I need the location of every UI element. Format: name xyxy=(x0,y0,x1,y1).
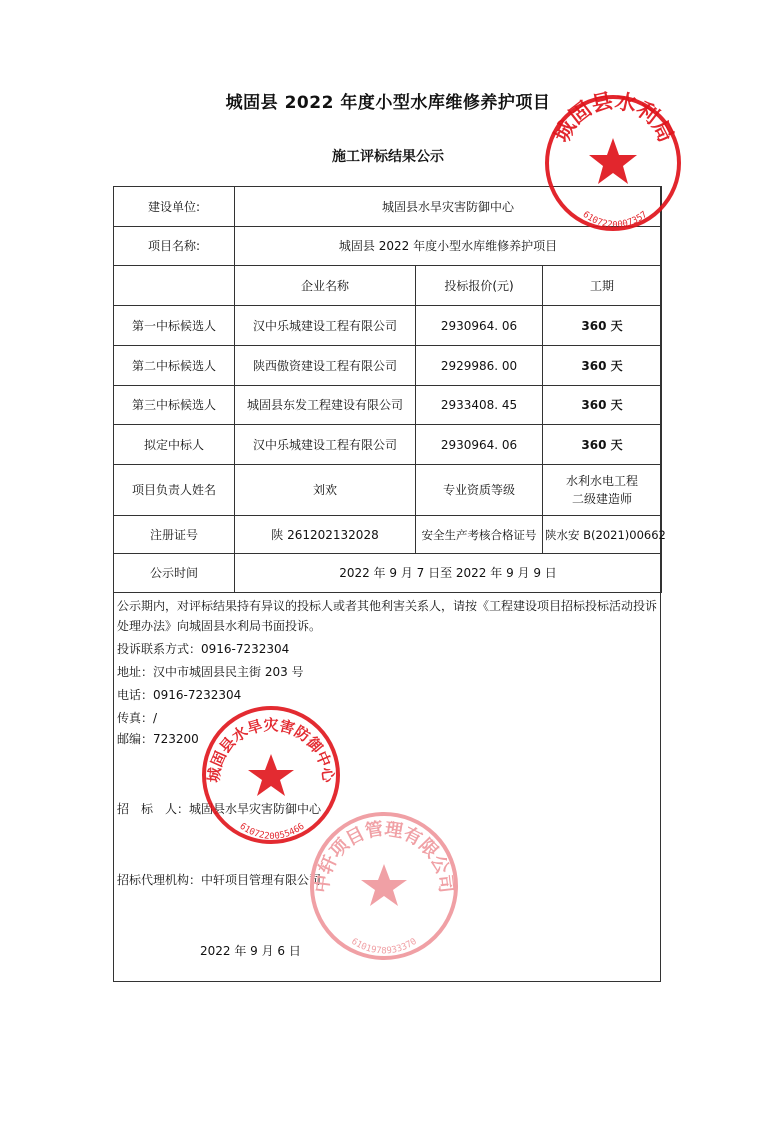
complaint-contact: 投诉联系方式：0916-7232304 xyxy=(117,642,290,656)
table-row xyxy=(114,465,662,516)
winner-price: 2930964. 06 xyxy=(416,425,543,465)
candidate-period: 360 天 xyxy=(543,306,662,346)
project-label: 项目名称: xyxy=(114,227,235,266)
registration-value: 陕 261202132028 xyxy=(235,516,416,554)
postcode-line: 邮编：723200 xyxy=(117,732,199,746)
registration-label: 注册证号 xyxy=(114,516,235,554)
builder-value: 城固县水旱灾害防御中心 xyxy=(235,187,662,227)
table-row xyxy=(114,306,662,346)
agency-seal-number: 6101978933370 xyxy=(349,936,419,957)
notice-paragraph: 公示期内，对评标结果持有异议的投标人或者其他利害关系人，请按《工程建设项目招标投标活动投诉处理办法》向城固县水利局书面投诉。 xyxy=(117,599,658,633)
agency-seal-name: 中轩项目管理有限公司 xyxy=(311,818,457,895)
candidate-label: 第二中标候选人 xyxy=(114,346,235,386)
table-row xyxy=(114,346,662,386)
water-bureau-seal-number: 6107220007357 xyxy=(580,209,650,231)
winner-label: 拟定中标人 xyxy=(114,425,235,465)
qualification-line2: 二级建造师 xyxy=(571,492,632,506)
table-row xyxy=(114,425,662,465)
candidate-price: 2929986. 00 xyxy=(416,346,543,386)
candidate-company: 陕西傲资建设工程有限公司 xyxy=(235,346,416,386)
header-company: 企业名称 xyxy=(235,266,416,306)
publicity-period-value: 2022 年 9 月 7 日至 2022 年 9 月 9 日 xyxy=(235,554,662,593)
candidate-label: 第三中标候选人 xyxy=(114,386,235,425)
issue-date: 2022 年 9 月 6 日 xyxy=(200,944,301,958)
safety-cert-label: 安全生产考核合格证号 xyxy=(416,516,543,554)
address-line: 地址：汉中市城固县民主街 203 号 xyxy=(117,665,304,679)
qualification-value xyxy=(543,465,662,516)
candidate-company: 城固县东发工程建设有限公司 xyxy=(235,386,416,425)
qualification-line1: 水利水电工程 xyxy=(565,474,638,488)
safety-cert-value: 陕水安 B(2021)00662 xyxy=(543,516,662,554)
flood-center-seal-number: 6107220055466 xyxy=(237,821,307,842)
phone-line: 电话：0916-7232304 xyxy=(117,688,242,702)
table-row xyxy=(114,386,662,425)
winner-company: 汉中乐城建设工程有限公司 xyxy=(235,425,416,465)
fax-line: 传真：/ xyxy=(117,711,158,725)
header-empty xyxy=(114,266,235,306)
table-header-row xyxy=(114,266,662,306)
project-value: 城固县 2022 年度小型水库维修养护项目 xyxy=(235,227,662,266)
winner-period: 360 天 xyxy=(543,425,662,465)
candidate-label: 第一中标候选人 xyxy=(114,306,235,346)
header-price: 投标报价(元) xyxy=(416,266,543,306)
tenderer-line: 招 标 人：城固县水旱灾害防御中心 xyxy=(117,802,322,816)
qualification-label: 专业资质等级 xyxy=(416,465,543,516)
candidate-price: 2933408. 45 xyxy=(416,386,543,425)
agency-line: 招标代理机构：中轩项目管理有限公司 xyxy=(117,873,322,887)
candidate-period: 360 天 xyxy=(543,386,662,425)
table-row xyxy=(114,516,662,554)
water-bureau-seal-icon xyxy=(538,88,688,238)
candidate-company: 汉中乐城建设工程有限公司 xyxy=(235,306,416,346)
page-subtitle: 施工评标结果公示 xyxy=(332,149,444,165)
water-bureau-seal-name: 城固县水利局 xyxy=(549,88,679,147)
result-table xyxy=(113,186,666,593)
builder-label: 建设单位: xyxy=(114,187,235,227)
header-period: 工期 xyxy=(543,266,662,306)
page-title: 城固县 2022 年度小型水库维修养护项目 xyxy=(225,93,551,113)
publicity-period-label: 公示时间 xyxy=(114,554,235,593)
candidate-period: 360 天 xyxy=(543,346,662,386)
agency-seal-icon xyxy=(304,806,464,966)
flood-center-seal-name: 城固县水旱灾害防御中心 xyxy=(204,715,338,784)
table-row xyxy=(114,554,662,593)
manager-label: 项目负责人姓名 xyxy=(114,465,235,516)
manager-value: 刘欢 xyxy=(235,465,416,516)
candidate-price: 2930964. 06 xyxy=(416,306,543,346)
